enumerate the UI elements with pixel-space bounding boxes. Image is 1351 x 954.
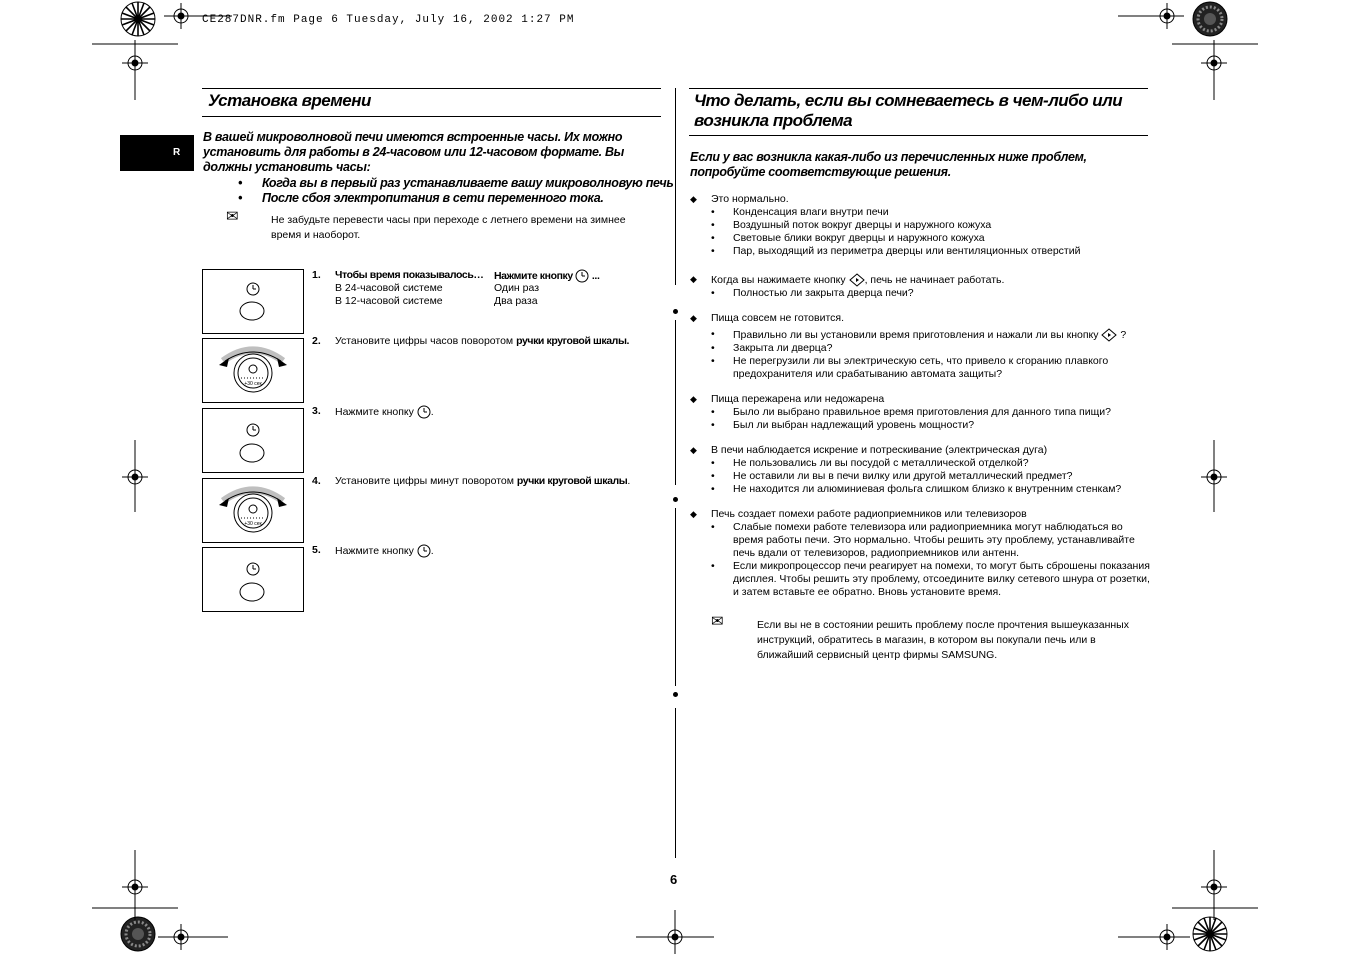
list-item-text: Правильно ли вы установили время приготовления и нажали ли вы кнопку (733, 328, 1099, 341)
step3-period: . (430, 405, 434, 418)
left-title-rule-bottom (202, 116, 661, 117)
list-item (711, 328, 1150, 342)
condition-2: После сбоя электропитания в сети переменного тока. (262, 191, 604, 205)
dial-knob-illustration (203, 339, 303, 402)
step1-row1-b: Один раз (494, 282, 540, 294)
problem-heading: ◆ В печи наблюдается искрение и потрескивание (электрическая дуга) (690, 444, 1150, 457)
list-item: • Было ли выбрано правильное время приготовления для данного типа пищи? (711, 406, 1150, 419)
list-item: • Не оставили ли вы в печи вилку или другой металлический предмет? (711, 470, 1150, 483)
step5-instruction: Нажмите кнопку (335, 544, 414, 557)
step1-row1-a: В 24-часовой системе (335, 282, 443, 294)
dial-knob-illustration (203, 479, 303, 542)
condition-bullet: • (238, 191, 243, 205)
column-divider-mid (675, 320, 676, 485)
divider-dot (673, 309, 678, 314)
step1-number: 1. (312, 269, 321, 281)
step4-dial-illustration (202, 478, 304, 543)
list-item: • Световые блики вокруг дверцы и наружного кожуха (711, 232, 1150, 245)
right-title-rule-top (689, 88, 1148, 89)
clock-button-illustration (203, 270, 303, 333)
step3-panel-illustration (202, 408, 304, 473)
dial-label: +30 сек (244, 521, 262, 527)
note-envelope-icon: ✉ (711, 613, 724, 630)
step5-panel-illustration (202, 547, 304, 612)
problem-section (690, 273, 1150, 300)
step2-dial-illustration (202, 338, 304, 403)
column-divider-top (675, 88, 676, 285)
step5-text (335, 544, 434, 558)
language-tab-label: R (173, 147, 181, 158)
problem-section (690, 444, 1150, 496)
list-item: • Конденсация влаги внутри печи (711, 206, 1150, 219)
problem-heading: ◆ Это нормально. (690, 193, 1150, 206)
list-item: • Если микропроцессор печи реагирует на помехи, то могут быть сброшены показания дисплея. Чтобы решить эту проблему, отсоедините вилку сетевого шнура от розетки, и затем вставьте ее обратно. Вновь установите время. (711, 560, 1150, 599)
right-intro: Если у вас возникла какая-либо из перечисленных ниже проблем, попробуйте соответствующие решения. (690, 150, 1087, 179)
right-title-line2: возникла проблема (694, 111, 853, 130)
step2-number: 2. (312, 335, 321, 347)
right-title (694, 91, 1149, 131)
step1-panel-illustration (202, 269, 304, 334)
problem-heading: ◆ Пища совсем не готовится. (690, 312, 1150, 325)
list-item: • Не находится ли алюминиевая фольга слишком близко к внутренним стенкам? (711, 483, 1150, 496)
step3-instruction: Нажмите кнопку (335, 405, 414, 418)
start-diamond-icon (849, 273, 865, 287)
problem-section (690, 393, 1150, 432)
problem-heading (690, 273, 1150, 287)
step4-number: 4. (312, 475, 321, 487)
list-item: • Пар, выходящий из периметра дверцы или вентиляционных отверстий (711, 245, 1150, 258)
list-item: • Полностью ли закрыта дверца печи? (711, 287, 1150, 300)
start-diamond-icon (1101, 328, 1117, 342)
clock-icon (575, 269, 589, 283)
step1-row2-a: В 12-часовой системе (335, 295, 443, 307)
language-tab (120, 135, 194, 171)
step2-instruction: Установите цифры часов поворотом (335, 335, 517, 347)
step1-press-label: Нажмите кнопку (494, 269, 573, 282)
problem-heading-pre: Когда вы нажимаете кнопку (711, 273, 846, 286)
step4-period: . (627, 475, 631, 487)
list-item: • Воздушный поток вокруг дверцы и наружного кожуха (711, 219, 1150, 232)
left-intro: В вашей микроволновой печи имеются встроенные часы. Их можно установить для работы в 24-часовом или 12-часовом формате. Вы должны установить часы: (203, 130, 625, 174)
left-title: Установка времени (208, 91, 371, 110)
list-item: • Слабые помехи работе телевизора или радиоприемника могут наблюдаться во время работы печи. Это нормально. Чтобы решить эту проблему, устанавливайте печь вдали от телевизоров, радиоприемников или антенн. (711, 521, 1150, 560)
problem-heading: ◆ Пища пережарена или недожарена (690, 393, 1150, 406)
list-item: • Закрыта ли дверца? (711, 342, 1150, 355)
note-envelope-icon: ✉ (226, 208, 239, 225)
file-header: CE287DNR.fm Page 6 Tuesday, July 16, 2002 1:27 PM (202, 14, 575, 26)
problem-section (690, 193, 1150, 258)
column-divider-bottom (675, 708, 676, 858)
problem-heading: ◆ Печь создает помехи работе радиоприемников или телевизоров (690, 508, 1150, 521)
step2-dial-name: ручки круговой шкалы. (516, 335, 630, 347)
step5-period: . (430, 544, 434, 557)
list-item: • Был ли выбран надлежащий уровень мощности? (711, 419, 1150, 432)
right-note: Если вы не в состоянии решить проблему после прочтения вышеуказанных инструкций, обратитесь в магазин, в котором вы покупали печь или в ближайший сервисный центр фирмы SAMSUNG. (757, 619, 1129, 661)
left-note: Не забудьте перевести часы при переходе с летнего времени на зимнее время и наоборот. (271, 214, 626, 241)
column-divider-low (675, 508, 676, 686)
condition-1: Когда вы в первый раз устанавливаете вашу микроволновую печь (262, 176, 674, 190)
right-title-line1: Что делать, если вы сомневаетесь в чем-либо или (694, 91, 1123, 110)
left-title-rule-top (202, 88, 661, 89)
problem-heading-post: , печь не начинает работать. (864, 273, 1005, 286)
step3-text (335, 405, 434, 419)
step1-row2-b: Два раза (494, 295, 538, 307)
divider-dot (673, 692, 678, 697)
page-number: 6 (670, 872, 678, 887)
dial-label: +30 сек (244, 381, 262, 387)
clock-button-illustration (203, 548, 303, 611)
step2-text (335, 335, 629, 348)
right-title-rule-bottom (689, 135, 1148, 136)
list-item-question-mark: ? (1120, 328, 1127, 341)
condition-bullet: • (238, 176, 243, 190)
problem-section (690, 312, 1150, 381)
problem-section (690, 508, 1150, 599)
clock-icon (417, 405, 431, 419)
step1-col-a-head: Чтобы время показывалось… (335, 269, 484, 281)
divider-dot (673, 497, 678, 502)
step5-number: 5. (312, 544, 321, 556)
step3-number: 3. (312, 405, 321, 417)
step1-ellipsis: ... (591, 269, 600, 282)
clock-button-illustration (203, 409, 303, 472)
step4-dial-name: ручки круговой шкалы (516, 475, 628, 487)
step4-instruction: Установите цифры минут поворотом (335, 475, 517, 487)
step4-text (335, 475, 630, 488)
list-item: • Не пользовались ли вы посудой с металлической отделкой? (711, 457, 1150, 470)
step1-col-b-head (494, 269, 599, 283)
clock-icon (417, 544, 431, 558)
list-item: • Не перегрузили ли вы электрическую сеть, что привело к сгоранию плавкого предохранителя или срабатыванию автомата защиты? (711, 355, 1150, 381)
